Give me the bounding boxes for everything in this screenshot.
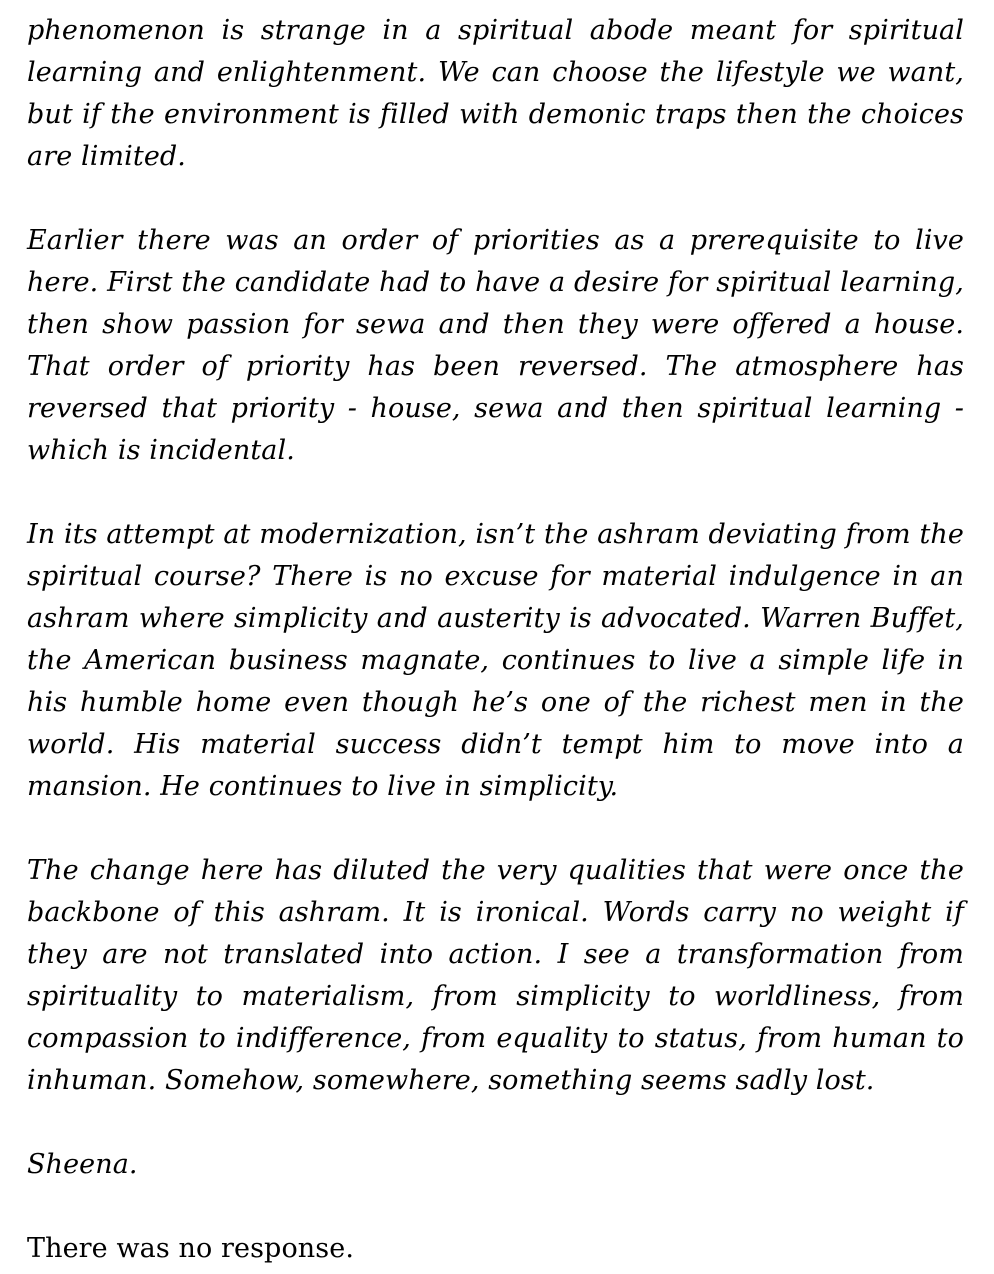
signature-line: Sheena. xyxy=(27,1149,138,1180)
body-paragraph-4: The change here has diluted the very qualities that were once the backbone of this ashram. It is ironical. Words carry no weight if they are not translated into action. I see a transformation from spirituality to materialism, from simplicity to worldliness, from compassion to indifference, from equality to status, from human to inhuman. Somehow, somewhere, something seems sadly lost. xyxy=(27,855,964,1096)
closing-line: There was no response. xyxy=(27,1233,355,1264)
body-paragraph-3: In its attempt at modernization, isn’t the ashram deviating from the spiritual course? There is no excuse for material indulgence in an ashram where simplicity and austerity is advocated. Warren Buffet, the American business magnate, continues to live a simple life in his humble home even though he’s one of the richest men in the world. His material success didn’t tempt him to move into a mansion. He continues to live in simplicity. xyxy=(27,519,964,802)
body-paragraph-2: Earlier there was an order of priorities as a prerequisite to live here. First the candidate had to have a desire for spiritual learning, then show passion for sewa and then they were offered a house. That order of priority has been reversed. The atmosphere has reversed that priority - house, sewa and then spiritual learning - which is incidental. xyxy=(27,225,964,466)
body-paragraph-1: phenomenon is strange in a spiritual abode meant for spiritual learning and enlightenment. We can choose the lifestyle we want, but if the environment is filled with demonic traps then the choices are limited. xyxy=(27,15,964,172)
